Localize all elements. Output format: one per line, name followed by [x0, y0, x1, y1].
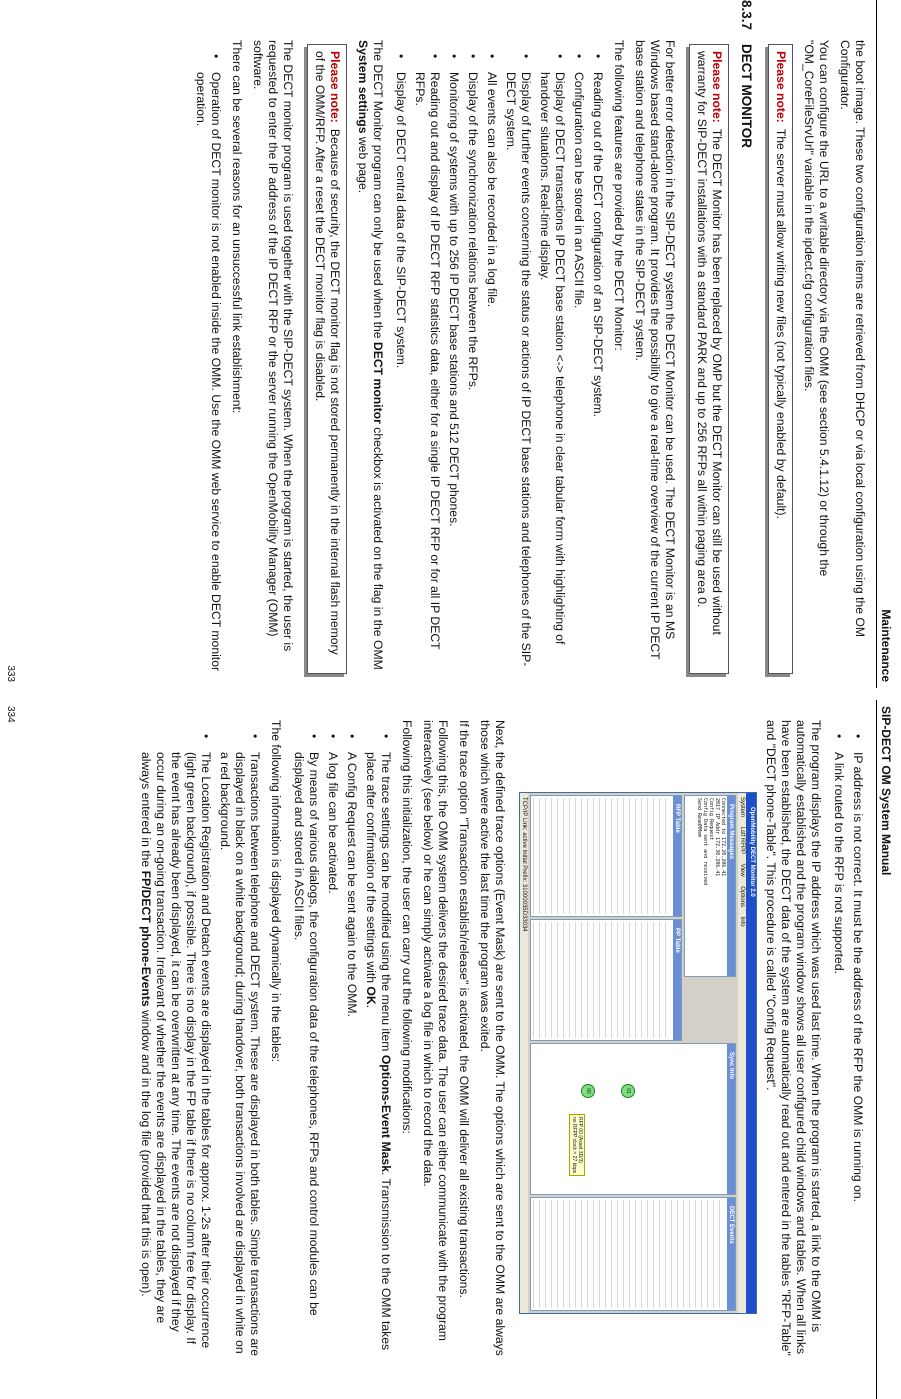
- note-label: Please note:: [710, 51, 724, 123]
- window-title-bar: OpenMobility DECT Monitor 2.0: [746, 793, 756, 1313]
- paragraph: The DECT monitor program is used together with the SIP-DECT system. When the program is started, the user is requested to enter the IP address of the IP DECT RFP or the server running the OpenMobility Manager (OMM) software.: [251, 40, 295, 652]
- list-item: • By means of various dialogs, the configuration data of the telephones, RFPs and control modules can be displayed and stored in ASCII files.: [292, 734, 321, 1316]
- list-item: • The Location Registration and Detach events are displayed in the tables for approx. 1-2s after their occurrence (light green background), if possible. There is no display in the FP table if there is no column free for display. If the event has already been displayed, it can be overwritten at any time. The events are not displayed if they occur during an on-going transaction. Irrelevant of whether the events are displayed in the tables, they are always entered in the FP/DECT phone-Events window and in the log file (provided that this is open).: [139, 734, 213, 1349]
- reasons-list: [193, 40, 223, 678]
- note-text: The DECT Monitor has been replaced by OMP but the DECT Monitor can still be used without warranty for SIP-DECT installations with a standard PARK and up to 256 RFPs all within paging area 0.: [695, 51, 724, 635]
- info-list: [138, 720, 262, 1359]
- menu-item: Options: [739, 886, 745, 907]
- note-text: The server must allow writing new files (not typically enabled by default).: [774, 128, 788, 519]
- list-item: • Reading out of the DECT configuration of an SIP-DECT system.: [591, 54, 605, 418]
- list-item: • All events can also be recorded in a log file.: [485, 54, 499, 308]
- running-header: SIP-DECT OM System Manual: [876, 700, 893, 1399]
- list-item: • Display of DECT central data of the SIP-DECT system.: [394, 54, 408, 369]
- note-box: [307, 44, 347, 674]
- reasons-list-continued: [831, 720, 865, 1359]
- list-item: • Display of DECT transactions IP DECT base station <-> telephone in clear tabular form with highlighting of handover situations. Real-time display.: [538, 54, 567, 645]
- paragraph: Following this, the OMM system delivers the desired trace data. The user can either communicate with the program interactively (see below) or he can simply activate a log file in which to record the data.: [421, 720, 450, 1341]
- list-item: • Transactions between telephone and DECT system. These are displayed in both tables. Simple transactions are displayed in black on a white background; during handover, both transactions involved are displayed in white on a red background.: [218, 734, 262, 1357]
- paragraph: Next, the defined trace options (Event Mask) are sent to the OMM. The options which are sent to the OMM are always those which were active the last time the program was exited.: [478, 720, 507, 1356]
- program-messages-pane: Program Messages Connected to 172.20.206.41 2017 IP Addr 172.30.206.41 Config Request Config Data sent and received Send ReadMMem: [684, 795, 736, 977]
- note-box: [689, 44, 729, 674]
- list-item: • Configuration can be stored in an ASCII file.: [572, 54, 586, 309]
- list-item: • Operation of DECT monitor is not enabled inside the OMM. Use the OMM web service to enable DECT monitor operation.: [194, 54, 223, 672]
- page-number: 333: [5, 665, 16, 682]
- list-item: • Monitoring of systems with up to 256 IP DECT base stations and 512 DECT phones.: [447, 54, 461, 527]
- dect-monitor-screenshot: [519, 792, 757, 1314]
- paragraph: If the trace option "Transaction establish/release" is activated, the OMM will deliver all existing transactions.: [457, 720, 471, 1298]
- running-header: Maintenance: [876, 0, 893, 688]
- sync-node: 00: [581, 1084, 595, 1098]
- rfp-table-pane: RFP Table: [530, 795, 682, 917]
- paragraph: For better error detection in the SIP-DECT system the DECT Monitor can be used. The DECT Monitor is an MS Windows based stand-alone program. It provides the possibility to give a real-time overview of the current IP DECT base station and telephone states in the SIP-DECT system.: [633, 40, 677, 660]
- rfp-tooltip: RFP 00 (Asset 3D/3) no RFPP clock = 27 kbps: [569, 1114, 585, 1176]
- list-item: • Reading out and display of IP DECT RFP statistics data, either for a single IP DECT RFP or for all IP DECT RFPs.: [413, 54, 442, 650]
- paragraph: The DECT Monitor program can only be used when the DECT monitor checkbox is activated on the flag in the OMM System settings web page.: [356, 40, 385, 670]
- menu-item: View: [739, 863, 745, 877]
- note-label: Please note:: [328, 51, 342, 123]
- menu-item: Info: [739, 916, 745, 927]
- page-334-body: [130, 720, 867, 1359]
- note-text: Because of security, the DECT monitor flag is not stored permanently in the internal flash memory of the OMM/RFP. After a reset the DECT monitor flag is disabled.: [313, 51, 342, 655]
- paragraph: The following features are provided by the DECT Monitor:: [612, 40, 626, 351]
- section-heading: 8.3.7DECT MONITOR: [739, 0, 754, 148]
- note-label: Please note:: [774, 51, 788, 123]
- note-box: [768, 44, 793, 674]
- paragraph: Following this initialization, the user can carry out the following modifications:: [400, 720, 414, 1134]
- page-333: [1, 0, 901, 688]
- sync-node: 01: [621, 1084, 635, 1098]
- paragraph: The following information is displayed dynamically in the tables:: [269, 720, 283, 1063]
- paragraph: You can configure the URL to a writable directory via the OMM (see section 5.4.1.12) or through the "OM_CoreFileSrvUrl" variable in the ipdect.cfg configuration files.: [802, 40, 831, 577]
- list-item: • Display of the synchronization relations between the RFPs.: [466, 54, 480, 391]
- menu-item: Lstf RFPP: [739, 826, 745, 855]
- menu-item: System: [739, 797, 745, 818]
- paragraph: There can be several reasons for an unsuccessful link establishment:: [230, 40, 244, 414]
- pp-table-pane: PP Table: [530, 919, 682, 1041]
- list-item: • Display of further events concerning the status or actions of IP DECT base stations and telephones of the SIP-DECT system.: [504, 54, 533, 667]
- list-item: • IP address is not correct. It must be the address of the RFP the OMM is running on.: [851, 734, 865, 1203]
- menu-bar: [738, 793, 746, 1313]
- page-number: 334: [5, 706, 16, 723]
- features-list: [393, 40, 605, 678]
- page-333-body: [185, 0, 867, 678]
- paragraph: The program displays the IP address which was used last time. When the program is started, a link to the OMM is automatically established and the program window shows all user configured child windows and tables. When all links have been established, the DECT data of the system are automatically read out and entered in the tables "RFP-Table" and "DECT phone-Table". This procedure is called "Config Request".: [764, 720, 823, 1356]
- list-item: • A link routed to the RFP is not supported.: [832, 734, 846, 974]
- sync-info-pane: Sync Info 01 00 RFP 00 (Asset 3D/3) no RFPP clock = 27 kbps: [530, 1043, 736, 1195]
- modifications-list: [291, 720, 393, 1359]
- paragraph: the boot image. These two configuration items are retrieved from DHCP or via local configuration using the OM Configurator.: [838, 40, 867, 638]
- status-bar: TCP/IP Link: active Initial Prefix: 31000035D33034: [520, 793, 528, 1313]
- dect-events-pane: DECT Events: [530, 1197, 736, 1311]
- list-item: • A log file can be activated.: [326, 734, 340, 894]
- list-item: • A Config Request can be sent again to the OMM.: [345, 734, 359, 1017]
- list-item: • The trace settings can be modified using the menu item Options-Event Mask. Transmission to the OMM takes place after confirmation of the settings with OK.: [364, 734, 393, 1351]
- page-334: [1, 700, 901, 1399]
